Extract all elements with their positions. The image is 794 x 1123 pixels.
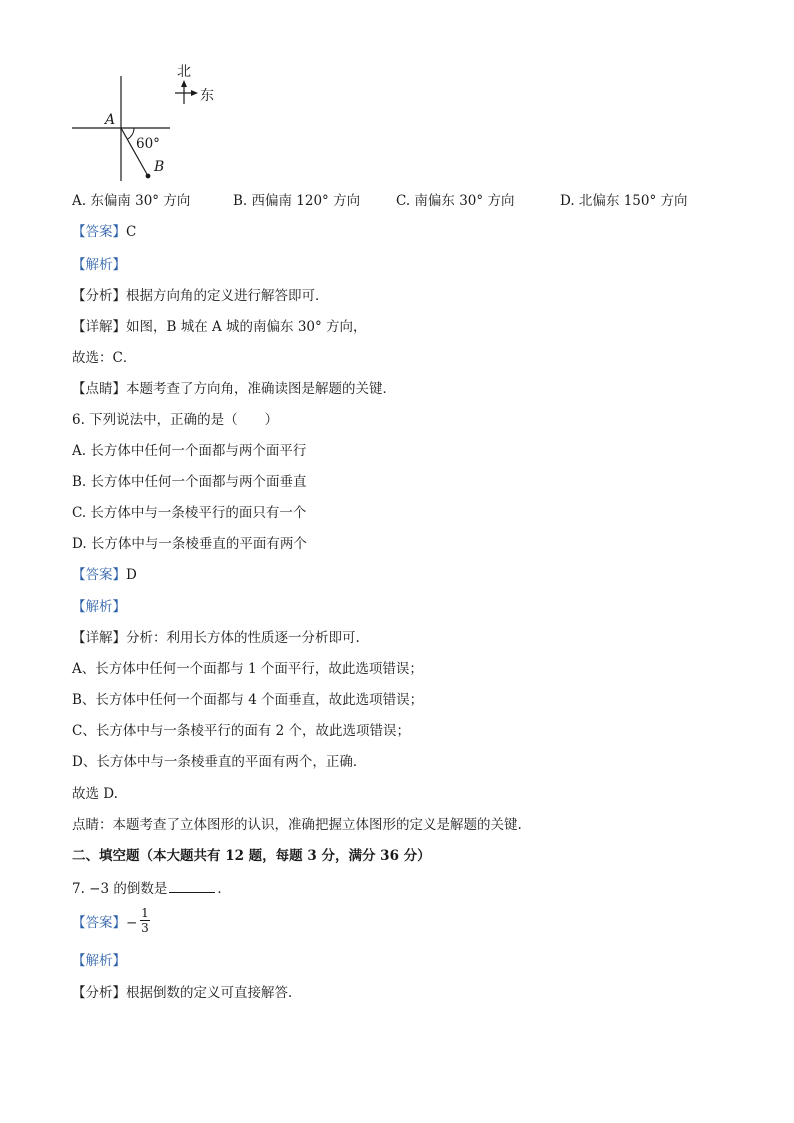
q7-answer-line: [72, 914, 137, 932]
q5-option-c: C. 南偏东 30° 方向: [396, 193, 515, 209]
q6-dianjing: 点睛：本题考查了立体图形的认识，准确把握立体图形的定义是解题的关键.: [72, 817, 522, 833]
q5-option-b: B. 西偏南 120° 方向: [233, 193, 361, 209]
q6-choose: 故选 D.: [72, 786, 118, 802]
analysis-tag: 【解析】: [72, 599, 126, 615]
q6-detail: 分析：利用长方体的性质逐一分析即可.: [126, 630, 360, 646]
q6-analysis-heading: [72, 598, 126, 616]
q7-stem-suffix: ．: [217, 881, 231, 897]
answer-tag: 【答案】: [72, 567, 126, 583]
q7-answer-sign: −: [126, 915, 138, 931]
detail-tag: 【详解】: [72, 630, 126, 646]
dianjing-tag: 【点睛】: [72, 381, 126, 397]
q6-stem: 6. 下列说法中，正确的是（ ）: [72, 412, 279, 428]
section-title: 二、填空题（本大题共有 12 题，每题 3 分，满分 36 分）: [72, 848, 431, 864]
q7-stem-prefix: 7. −3 的倒数是: [72, 881, 168, 897]
q6-explanation-c: C、长方体中与一条棱平行的面有 2 个，故此选项错误；: [72, 723, 411, 739]
q6-answer: D: [126, 567, 137, 583]
q5-detail-line: [72, 318, 367, 336]
q6-explanation-b: B、长方体中任何一个面都与 4 个面垂直，故此选项错误；: [72, 692, 424, 708]
q6-option-b: B. 长方体中任何一个面都与两个面垂直: [72, 474, 307, 490]
q5-option-d: D. 北偏东 150° 方向: [560, 193, 688, 209]
detail-tag: 【详解】: [72, 319, 126, 335]
q6-option-a: A. 长方体中任何一个面都与两个面平行: [72, 443, 307, 459]
q6-explanation-d: D、长方体中与一条棱垂直的平面有两个，正确．: [72, 754, 367, 770]
q7-fenxi-line: [72, 984, 302, 1002]
point-b-label: B: [154, 159, 165, 175]
q7-fenxi: 根据倒数的定义可直接解答．: [126, 985, 302, 1001]
analysis-tag: 【解析】: [72, 953, 126, 969]
answer-blank: [169, 880, 215, 893]
point-a-label: A: [105, 112, 116, 128]
q5-fenxi: 根据方向角的定义进行解答即可．: [126, 288, 329, 304]
q5-answer-line: [72, 223, 136, 241]
q6-detail-line: [72, 629, 360, 647]
q5-answer: C: [126, 224, 137, 240]
q6-option-c: C. 长方体中与一条棱平行的面只有一个: [72, 505, 307, 521]
q5-dianjing: 本题考查了方向角，准确读图是解题的关键．: [126, 381, 396, 397]
angle-arc: [127, 128, 134, 139]
analysis-tag: 【解析】: [72, 257, 126, 273]
point-b: [146, 174, 151, 179]
east-arrow-head: [191, 90, 198, 96]
answer-tag: 【答案】: [72, 915, 126, 931]
answer-tag: 【答案】: [72, 224, 126, 240]
q7-answer-fraction: [140, 906, 150, 935]
fenxi-tag: 【分析】: [72, 288, 126, 304]
north-arrow-head: [181, 80, 187, 87]
q7-stem: [72, 880, 231, 898]
north-label: 北: [177, 64, 191, 80]
q6-explanation-a: A、长方体中任何一个面都与 1 个面平行，故此选项错误；: [72, 661, 423, 677]
fenxi-tag: 【分析】: [72, 985, 126, 1001]
fraction-denominator: 3: [141, 921, 149, 935]
fraction-numerator: 1: [141, 906, 149, 920]
q7-analysis-heading: [72, 952, 126, 970]
q5-choose: 故选：C．: [72, 350, 137, 366]
q6-answer-line: [72, 566, 137, 584]
q5-option-a: A. 东偏南 30° 方向: [72, 193, 191, 209]
east-label: 东: [200, 88, 214, 104]
direction-figure: [0, 0, 794, 200]
q5-dianjing-line: [72, 380, 396, 398]
q6-option-d: D. 长方体中与一条棱垂直的平面有两个: [72, 536, 307, 552]
q5-detail: 如图，B 城在 A 城的南偏东 30° 方向，: [126, 319, 367, 335]
angle-label: 60°: [136, 136, 160, 152]
q5-fenxi-line: [72, 287, 329, 305]
q5-analysis-heading: [72, 256, 126, 274]
